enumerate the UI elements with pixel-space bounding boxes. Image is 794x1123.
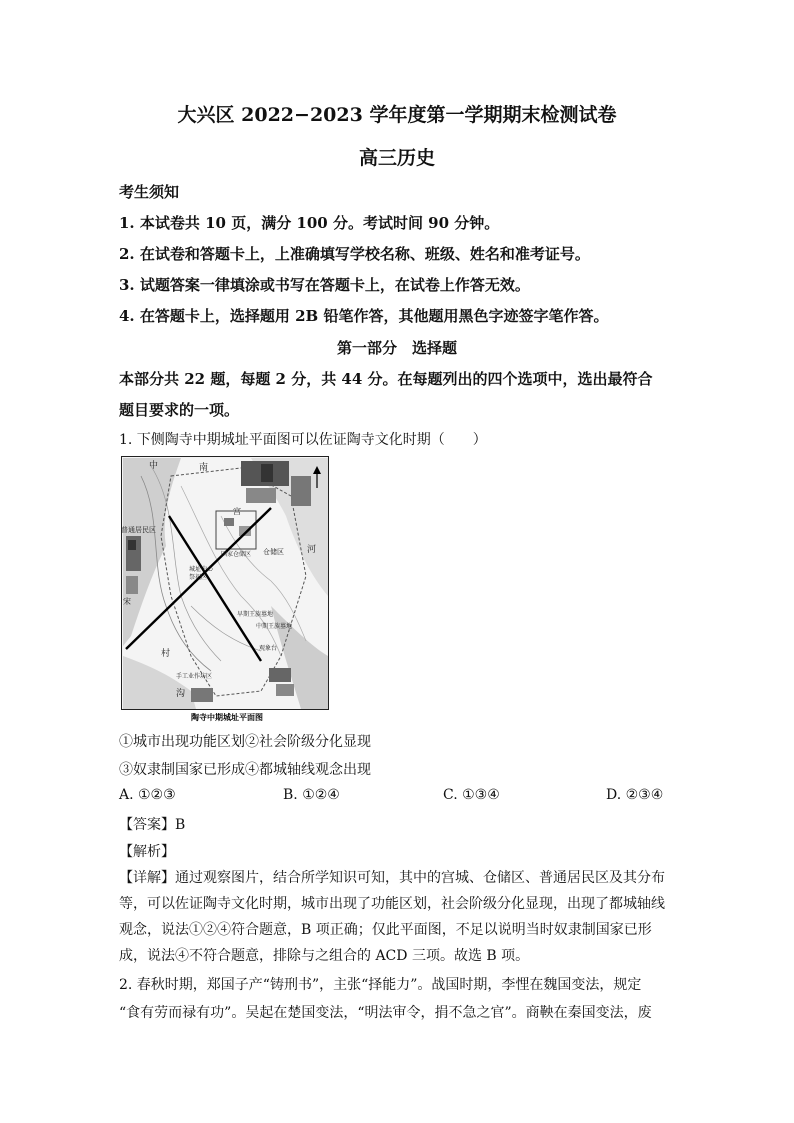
map-label: 南 [199,463,209,473]
question-2-line: “食有劳而禄有功”。吴起在楚国变法，“明法审令，捐不急之官”。商鞅在秦国变法，废 [119,1005,652,1021]
notice-item: 4. 在答题卡上，选择题用 2B 铅笔作答，其他题用黑色字迹签字笔作答。 [119,307,609,325]
map-caption: 陶寺中期城址平面图 [191,713,263,722]
question-1-statements: ①城市出现功能区划②社会阶级分化显现 [119,734,371,750]
option-c: C. ①③④ [443,787,500,803]
notice-item: 3. 试题答案一律填涂或书写在答题卡上，在试卷上作答无效。 [119,276,530,294]
map-label: 早期王族墓地 [237,611,274,618]
exam-subject: 高三历史 [358,147,435,169]
map-label: 城址中心 [189,566,214,573]
map-label: 宫 [233,507,241,516]
answer-label: 【答案】B [119,817,186,833]
map-label: 宋 [123,597,131,606]
notice-item: 2. 在试卷和答题卡上，上准确填写学校名称、班级、姓名和准考证号。 [119,245,590,263]
analysis-line: 等，可以佐证陶寺文化时期，城市出现了功能区划，社会阶级分化显现，出现了都城轴线 [119,896,665,912]
map-label: 中 [149,461,159,471]
question-1-stem: 1. 下侧陶寺中期城址平面图可以佐证陶寺文化时期（ ） [119,432,487,448]
map-svg [121,456,329,724]
map-label: 沟 [176,689,186,699]
section-title: 第一部分 选择题 [336,339,457,357]
map-label: 仓储区 [263,548,284,556]
analysis-line: 成，说法④不符合题意，排除与之组合的 ACD 三项。故选 B 项。 [119,948,530,964]
section-intro: 题目要求的一项。 [119,401,240,419]
exam-title: 大兴区 2022−2023 学年度第一学期期末检测试卷 [177,104,617,126]
option-a: A. ①②③ [119,787,176,803]
analysis-line: 【详解】通过观察图片，结合所学知识可知，其中的宫城、仓储区、普通居民区及其分布 [119,870,665,886]
map-label: 国家仓储区 [221,551,252,558]
analysis-line: 观念，说法①②④符合题意，B 项正确；仅此平面图，不足以说明当时奴隶制国家已形 [119,922,652,938]
option-b: B. ①②④ [283,787,340,803]
question-1-statements: ③奴隶制国家已形成④都城轴线观念出现 [119,762,371,778]
map-label: 村 [161,649,171,659]
option-d: D. ②③④ [606,787,664,803]
map-label: 中期王族墓地 [256,623,293,630]
map-label: 手工业作坊区 [176,673,213,680]
section-intro: 本部分共 22 题，每题 2 分，共 44 分。在每题列出的四个选项中，选出最符合 [119,370,653,388]
map-label: 河 [307,545,317,555]
map-label: 普通居民区 [121,526,156,534]
notice-item: 1. 本试卷共 10 页，满分 100 分。考试时间 90 分钟。 [119,214,500,232]
taosi-site-map [121,456,329,724]
notice-heading: 考生须知 [119,183,180,201]
map-label: 观象台 [259,645,278,652]
analysis-label: 【解析】 [119,844,175,860]
question-2-line: 2. 春秋时期，郑国子产“铸刑书”，主张“择能力”。战国时期，李悝在魏国变法，规定 [119,977,642,993]
map-label: 祭祀区 [189,574,208,581]
